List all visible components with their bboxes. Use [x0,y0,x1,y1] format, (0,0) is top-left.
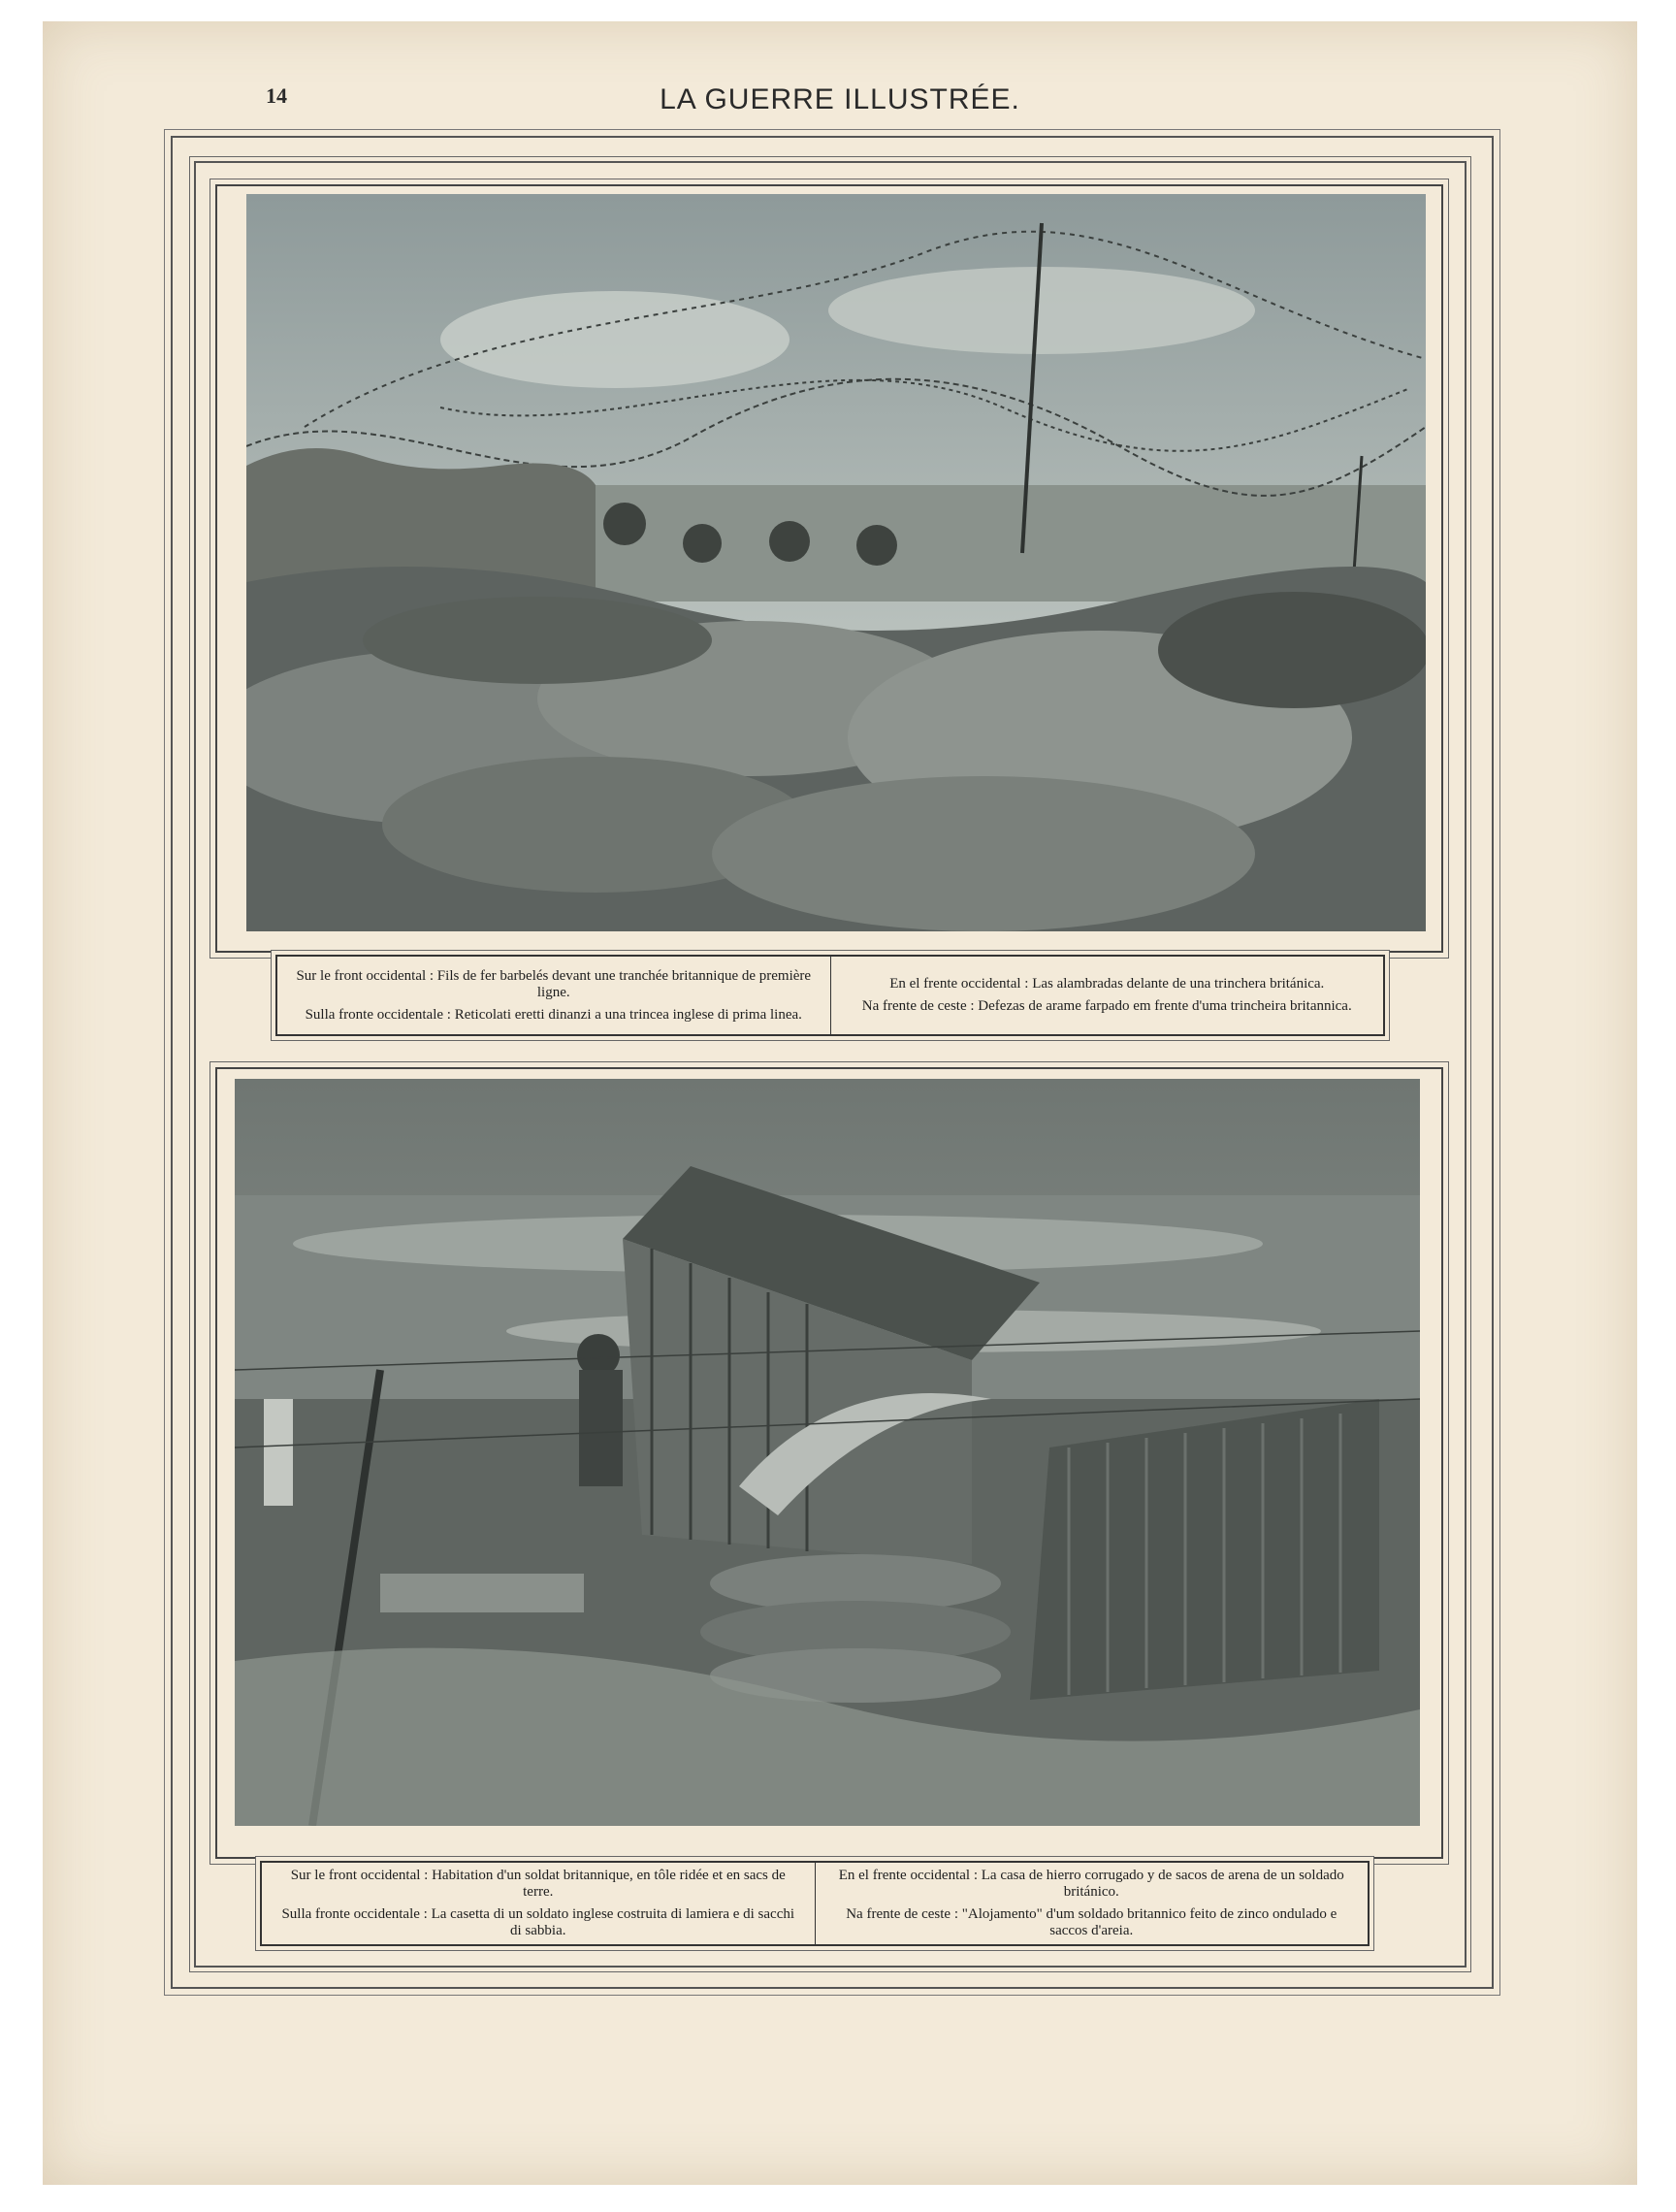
trench-barbed-wire-photo [246,194,1426,931]
bottom-caption-portuguese: Na frente de ceste : "Alojamento" d'um soldado britannico feito de zinco ondulado e saccos d'areia. [846,1906,1338,1938]
top-caption-box [275,955,1385,1036]
page-title: LA GUERRE ILLUSTRÉE. [660,83,1020,115]
top-caption-spanish: En el frente occidental : Las alambradas delante de una trinchera británica. [889,976,1325,992]
hut-photo-illustration [235,1079,1420,1826]
bottom-caption-spanish: En el frente occidental : La casa de hierro corrugado y de sacos de arena de un soldado británico. [838,1868,1344,1900]
bottom-caption-french: Sur le front occidental : Habitation d'un soldat britannique, en tôle ridée et en sacs de terre. [290,1868,786,1900]
corrugated-iron-hut-photo [235,1079,1420,1826]
top-caption-italian: Sulla fronte occidentale : Reticolati eretti dinanzi a una trincea inglese di prima linea. [305,1006,802,1023]
bottom-caption-italian: Sulla fronte occidentale : La casetta di un soldato inglese costruita di lamiera e di sacchi di sabbia. [281,1906,795,1938]
top-caption-right-column [831,957,1384,1034]
bottom-caption-left-column [262,1863,816,1944]
top-caption-left-column [277,957,831,1034]
top-caption-french: Sur le front occidental : Fils de fer barbelés devant une tranchée britannique de première ligne. [296,967,812,1000]
trench-photo-illustration [246,194,1426,931]
bottom-caption-right-column [816,1863,1369,1944]
bottom-caption-box [260,1861,1370,1946]
page-number: 14 [266,83,287,108]
top-caption-portuguese: Na frente de ceste : Defezas de arame farpado em frente d'uma trincheira britannica. [861,998,1352,1014]
